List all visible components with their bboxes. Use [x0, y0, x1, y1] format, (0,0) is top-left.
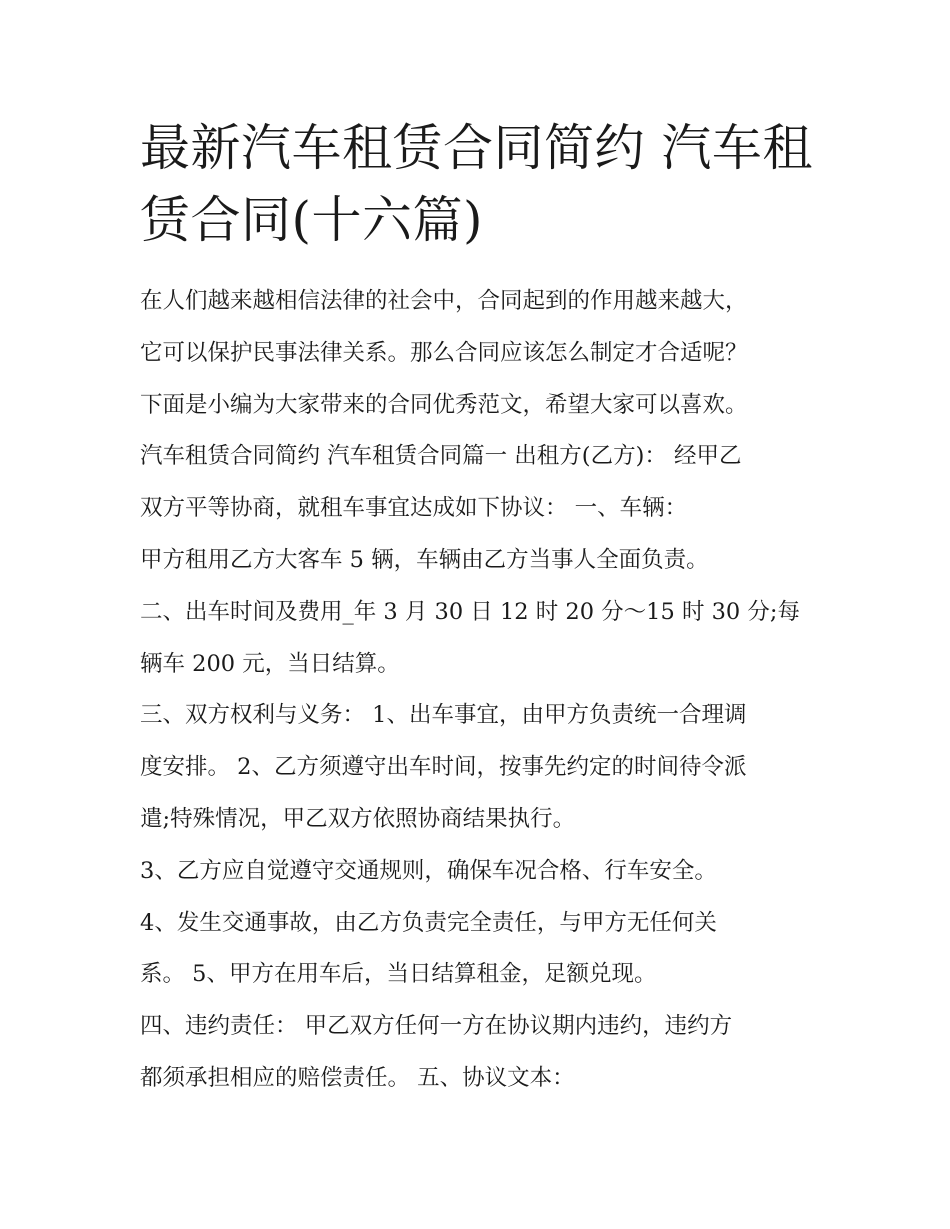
body-line: 下面是小编为大家带来的合同优秀范文，希望大家可以喜欢。 [140, 391, 748, 418]
body-line: 都须承担相应的赔偿责任。 五、协议文本： [140, 1064, 575, 1091]
document-title: 最新汽车租赁合同简约 汽车租赁合同(十六篇) [140, 119, 813, 249]
body-line: 遣;特殊情况，甲乙双方依照协商结果执行。 [140, 805, 576, 832]
body-line: 四、违约责任： 甲乙双方任何一方在协议期内违约，违约方 [140, 1013, 733, 1040]
body-line: 系。 5、甲方在用车后，当日结算租金，足额兑现。 [140, 961, 657, 988]
body-line: 3、乙方应自觉遵守交通规则，确保车况合格、行车安全。 [140, 857, 717, 884]
document-body [140, 276, 820, 1105]
body-line: 辆车 200 元，当日结算。 [140, 650, 400, 677]
body-line: 在人们越来越相信法律的社会中，合同起到的作用越来越大， [140, 288, 748, 314]
body-line: 甲方租用乙方大客车 5 辆，车辆由乙方当事人全面负责。 [140, 546, 709, 573]
body-line: 汽车租赁合同简约 汽车租赁合同篇一 出租方(乙方)： 经甲乙 [140, 443, 742, 470]
body-line: 双方平等协商，就租车事宜达成如下协议： 一、车辆： [140, 495, 688, 522]
body-line: 4、发生交通事故，由乙方负责完全责任，与甲方无任何关 [140, 909, 717, 936]
body-line: 三、双方权利与义务： 1、出车事宜，由甲方负责统一合理调 [140, 702, 747, 729]
body-line: 它可以保护民事法律关系。那么合同应该怎么制定才合适呢？ [140, 339, 748, 366]
body-line: 度安排。 2、乙方须遵守出车时间，按事先约定的时间待令派 [140, 754, 747, 781]
body-line: 二、出车时间及费用_年 3 月 30 日 12 时 20 分～15 时 30 分;每 [140, 598, 800, 625]
